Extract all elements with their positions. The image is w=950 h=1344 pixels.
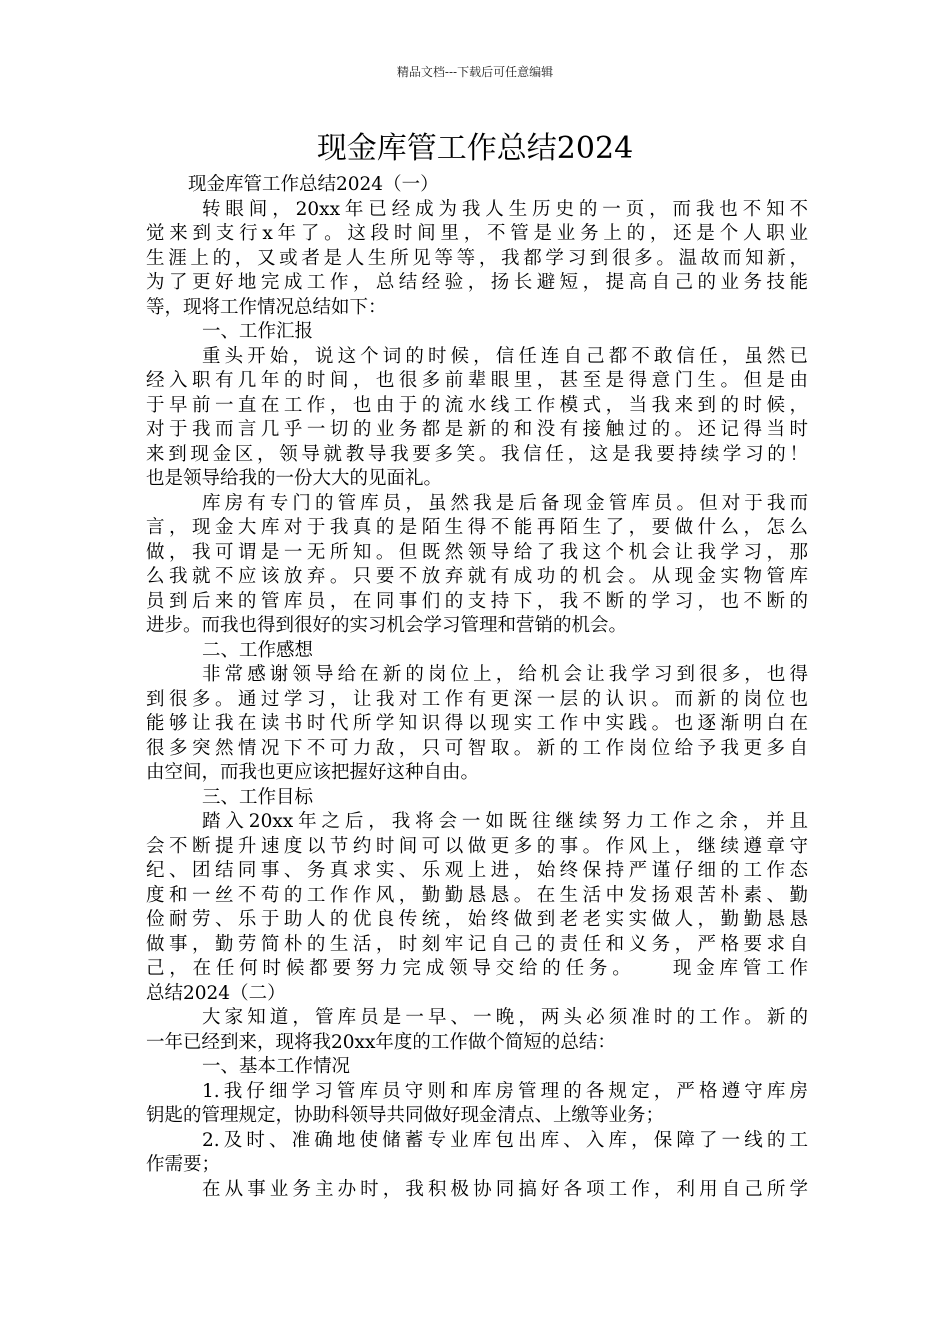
paragraph-line: 生涯上的，又或者是人生所见等等，我都学习到很多。温故而知新，: [146, 247, 808, 269]
paragraph-line: 能够让我在读书时代所学知识得以现实工作中实践。也逐渐明白在: [146, 713, 808, 734]
subtitle-line: 现金库管工作总结2024（一）: [188, 174, 439, 195]
paragraph-line: 到很多。通过学习，让我对工作有更深一层的认识。而新的岗位也: [146, 688, 808, 710]
paragraph-line: 重头开始，说这个词的时候，信任连自己都不敢信任，虽然已: [202, 345, 808, 367]
section-heading: 三、工作目标: [202, 786, 314, 808]
paragraph-line: 作需要；: [146, 1154, 221, 1175]
paragraph-line: 对于我而言几乎一切的业务都是新的和没有接触过的。还记得当时: [146, 419, 808, 440]
paragraph-line: 为了更好地完成工作，总结经验，扬长避短，提高自己的业务技能: [146, 272, 808, 293]
section-heading: 一、基本工作情况: [202, 1056, 351, 1077]
paragraph-line: 很多突然情况下不可力敌，只可智取。新的工作岗位给予我更多自: [146, 737, 808, 759]
paragraph-line: 一年已经到来，现将我20xx年度的工作做个简短的总结：: [146, 1031, 616, 1053]
paragraph-line: 言，现金大库对于我真的是陌生得不能再陌生了，要做什么，怎么: [146, 517, 808, 538]
paragraph-line: 员到后来的管库员，在同事们的支持下，我不断的学习，也不断的: [146, 590, 808, 612]
paragraph-line: 2.及时、准确地使储蓄专业库包出库、入库，保障了一线的工: [202, 1129, 808, 1151]
paragraph-line: 么我就不应该放弃。只要不放弃就有成功的机会。从现金实物管库: [146, 566, 808, 587]
paragraph-line: 纪、团结同事、务真求实、乐观上进，始终保持严谨仔细的工作态: [146, 860, 808, 881]
paragraph-line: 等，现将工作情况总结如下：: [146, 296, 387, 318]
paragraph-line: 非常感谢领导给在新的岗位上，给机会让我学习到很多，也得: [202, 664, 808, 685]
paragraph-line: 由空间，而我也更应该把握好这种自由。: [146, 762, 480, 783]
paragraph-line: 于早前一直在工作，也由于的流水线工作模式，当我来到的时候，: [146, 394, 808, 416]
paragraph-line: 在从事业务主办时，我积极协同搞好各项工作，利用自己所学: [202, 1178, 808, 1200]
paragraph-line: 也是领导给我的一份大大的见面礼。: [146, 468, 443, 489]
document-title: 现金库管工作总结2024: [316, 131, 634, 166]
paragraph-line: 做，我可谓是一无所知。但既然领导给了我这个机会让我学习，那: [146, 541, 808, 563]
paragraph-line: 1.我仔细学习管库员守则和库房管理的各规定，严格遵守库房: [202, 1080, 808, 1102]
paragraph-line: 库房有专门的管库员，虽然我是后备现金管库员。但对于我而: [202, 492, 808, 514]
paragraph-line: 度和一丝不苟的工作作风，勤勤恳恳。在生活中发扬艰苦朴素、勤: [146, 884, 808, 906]
paragraph-line: 俭耐劳、乐于助人的优良传统，始终做到老老实实做人，勤勤恳恳: [146, 909, 808, 930]
paragraph-line: 经入职有几年的时间，也很多前辈眼里，甚至是得意门生。但是由: [146, 370, 808, 391]
section-heading: 一、工作汇报: [202, 321, 314, 342]
paragraph-line: 总结2024（二）: [146, 982, 286, 1004]
paragraph-line: 己，在任何时候都要努力完成领导交给的任务。 现金库管工作: [146, 958, 808, 979]
paragraph-line: 踏入20xx年之后，我将会一如既往继续努力工作之余，并且: [202, 811, 808, 832]
paragraph-line: 会不断提升速度以节约时间可以做更多的事。作风上，继续遵章守: [146, 835, 808, 857]
paragraph-line: 转眼间，20xx年已经成为我人生历史的一页，而我也不知不: [202, 198, 808, 220]
paragraph-line: 大家知道，管库员是一早、一晚，两头必须准时的工作。新的: [202, 1007, 808, 1028]
paragraph-line: 钥匙的管理规定，协助科领导共同做好现金清点、上缴等业务；: [146, 1105, 665, 1126]
page-header: 精品文档---下载后可任意编辑: [396, 65, 554, 79]
document-body: [146, 173, 808, 1202]
paragraph-line: 来到现金区，领导就教导我要多笑。我信任，这是我要持续学习的！: [146, 443, 808, 465]
section-heading: 二、工作感想: [202, 639, 314, 661]
paragraph-line: 做事，勤劳简朴的生活，时刻牢记自己的责任和义务，严格要求自: [146, 933, 808, 955]
paragraph-line: 进步。而我也得到很好的实习机会学习管理和营销的机会。: [146, 615, 628, 636]
paragraph-line: 觉来到支行x年了。这段时间里，不管是业务上的，还是个人职业: [146, 223, 808, 244]
